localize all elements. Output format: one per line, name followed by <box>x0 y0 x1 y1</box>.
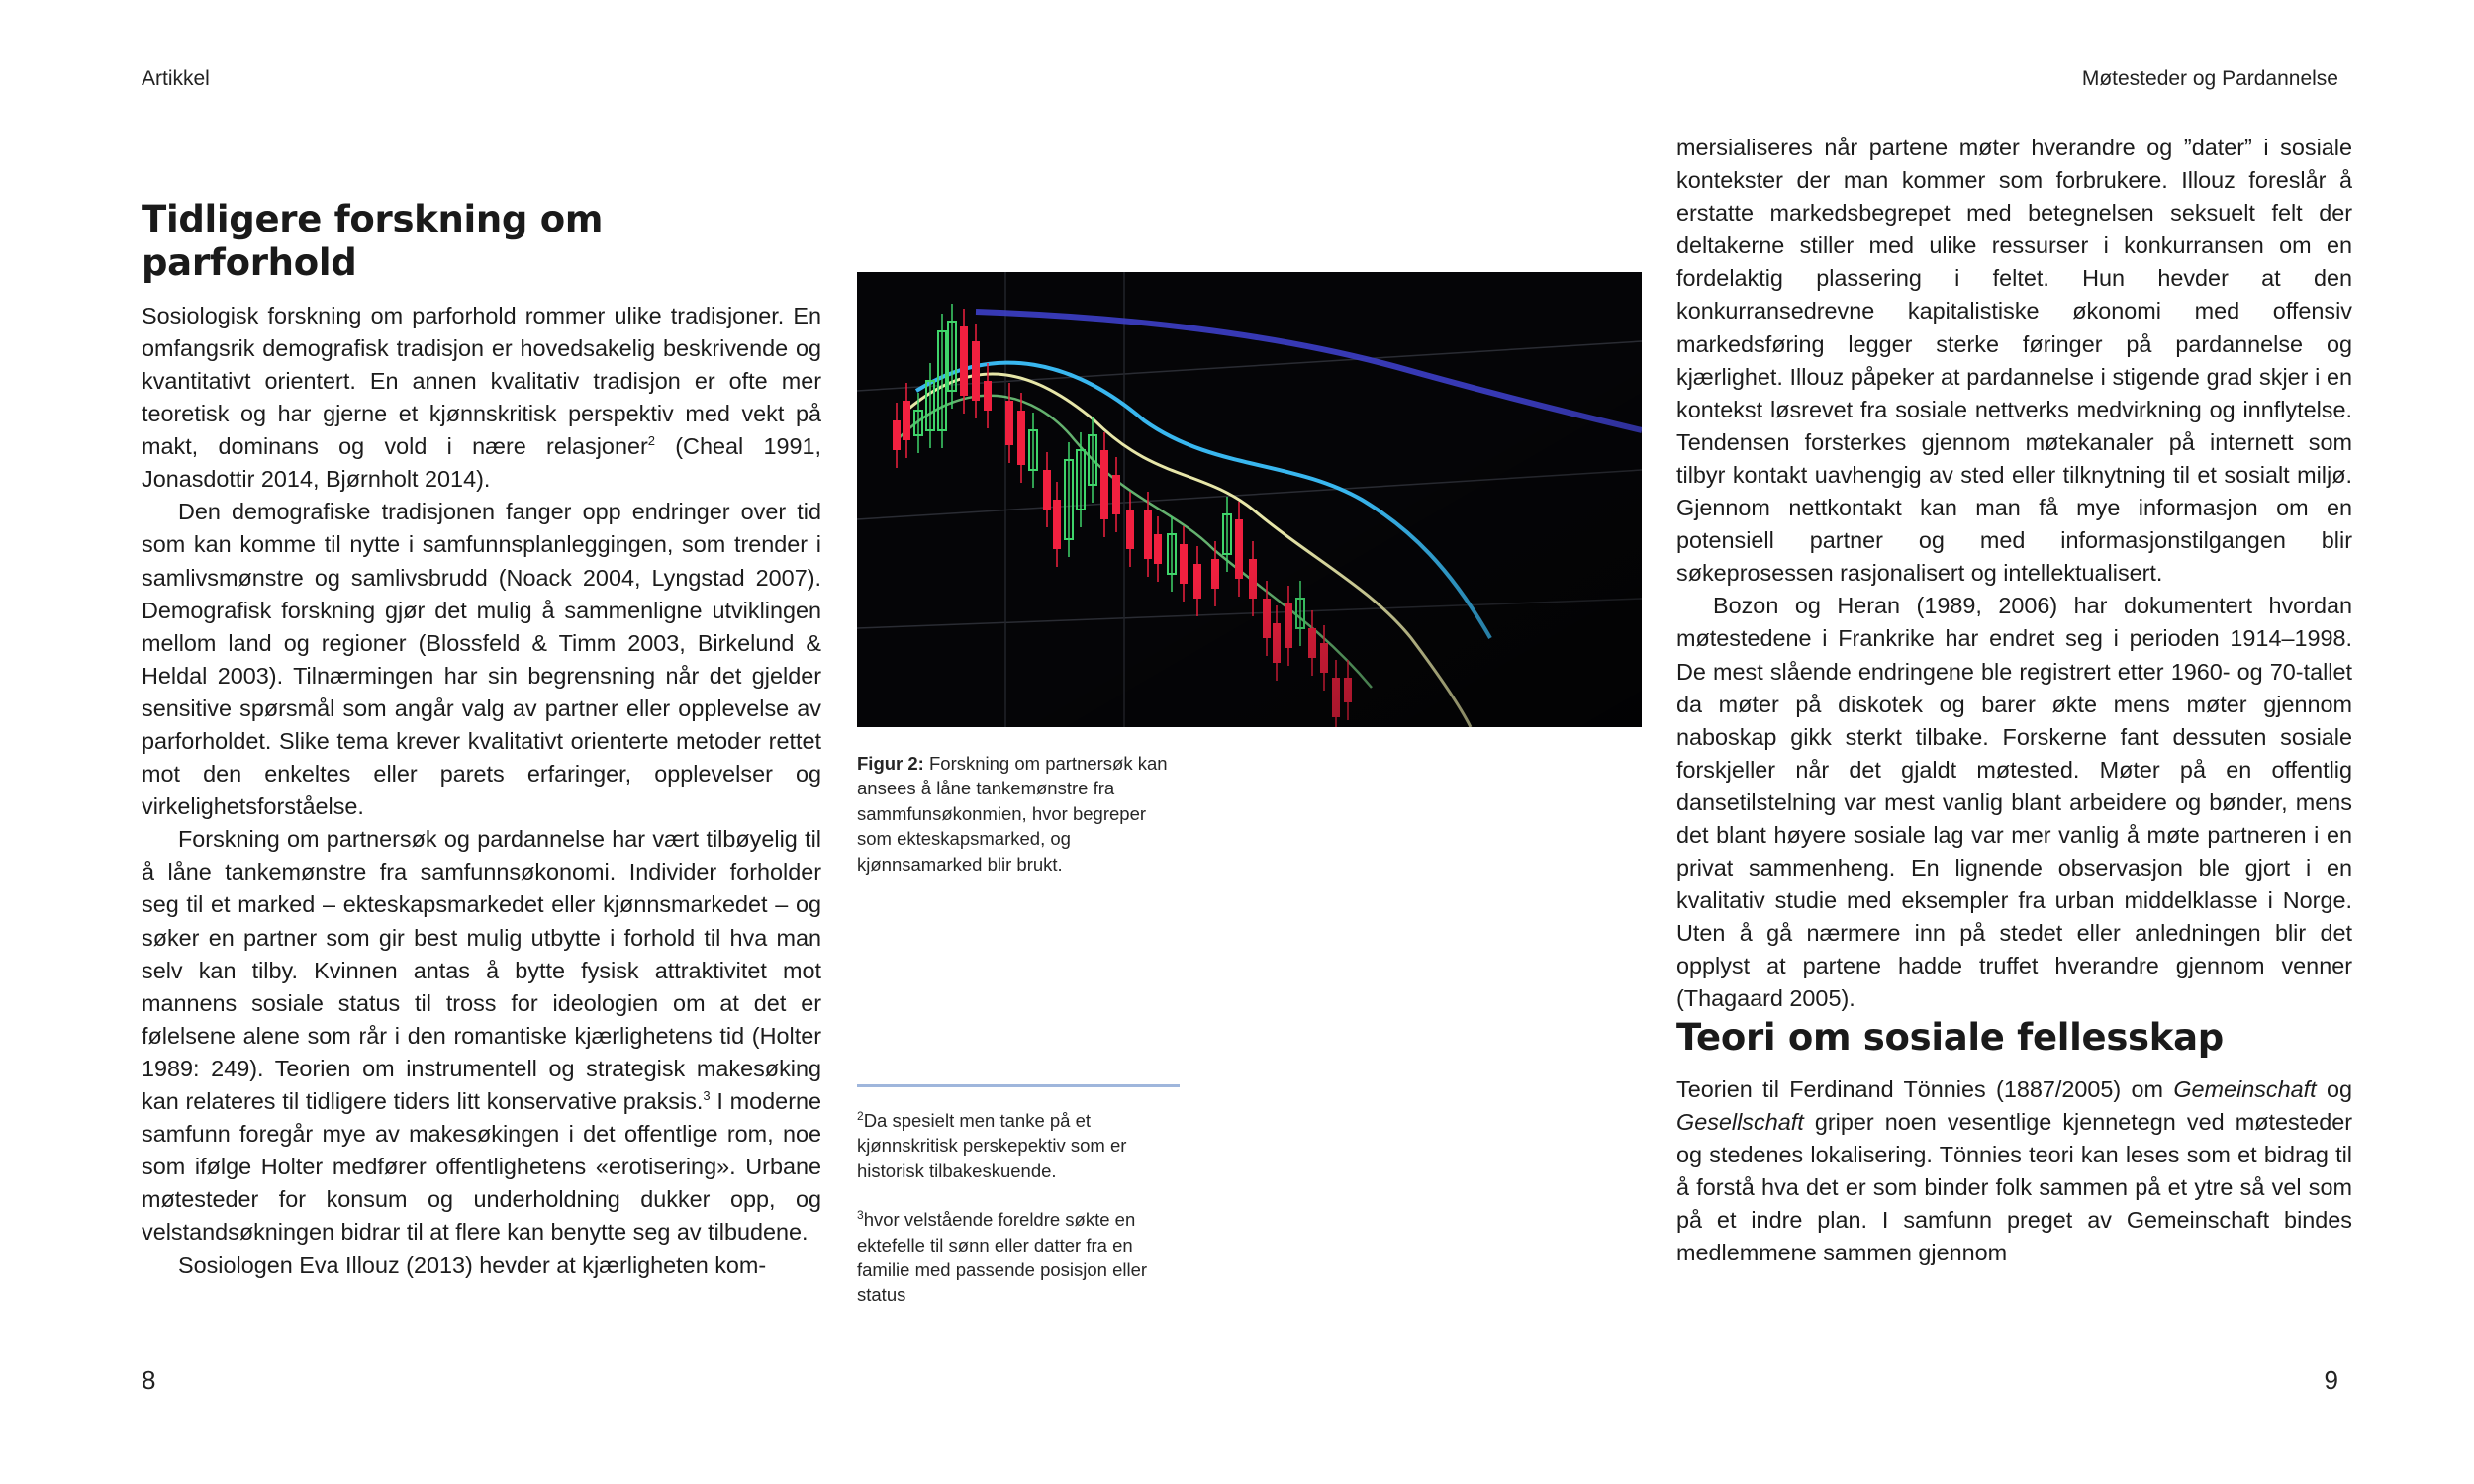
paragraph-partnersok: Forskning om partnersøk og pardannelse har vært tilbøyelig til å låne tankemønstre fra samfunnsøkonomi. Individer forholder seg til et marked – ekteskapsmarkedet eller kjønnsmarkedet – og søker en partner som gir best mulig utbytte i forhold til hva man selv kan tilby. Kvinnen antas å bytte fysisk attraktivitet mot mannens sosiale status til tross for ideologien om at det er følelsene alene som rår i den romantiske kjærlighetens tid (Holter 1989: 249). Teorien om instrumentell og strategisk makesøking kan relateres til tidligere tiders litt konservative praksis.$^3$ I moderne samfunn foregår mye av makesøkingen i det offentlige rom, noe som ifølge Holter medfører offentlighetens «erotisering». Urbane møtesteder for konsum og underholdning dukker opp, og velstandsøkningen bidrar til at flere kan benytte seg av tilbudene. <box>142 826 821 1246</box>
figure-caption <box>857 751 1184 877</box>
paragraph-illouz-cont: mersialiseres når partene møter hverandre og ”dater” i sosiale kontekster der man kommer som forbrukere. Illouz foreslår å erstatte markedsbegrepet med betegnelsen seksuelt felt der deltakerne stiller med ulike ressurser i konkurransen om en fordelaktig plassering i feltet. Hun hevder at den konkurransedrevne kapitalistiske økonomi med offensiv markedsføring legger sterke føringer på pardannelse og kjærlighet. Illouz påpeker at pardannelse i stigende grad skjer i en kontekst løsrevet fra sosiale nettverks medvirkning og innflytelse. Tendensen forsterkes gjennom møtekanaler på internett som tilbyr kontakt uavhengig av sted eller tilknytning til et sosialt miljø. Gjennom nettkontakt kan man få mye informasjon om en potensiell partner og med informasjonstilgangen blir søkeprosessen rasjonalisert og intellektualisert. <box>1676 135 2352 587</box>
paragraph-bozon-heran: Bozon og Heran (1989, 2006) har dokumentert hvordan møtestedene i Frankrike har endret seg i perioden 1914–1998. De mest slående endringene ble registrert etter 1960- og 70-tallet da møter på diskotek og barer økte mens møter gjennom naboskap gikk sterkt tilbake. Forskerne fant dessuten sosiale forskjeller når det gjaldt møtested. Møter på en offentlig dansetilstelning var mest vanlig blant arbeidere og bønder, mens det blant høyere sosiale lag var mer vanlig å møte partneren i en privat sammenheng. En lignende observasjon ble gjort i en kvalitativ studie med eksempler fra urban middelklasse i Norge. Uten å gå nærmere inn på stedet eller anledningen blir det opplyst at partene hadde truffet hverandre gjennom venner (Thagaard 2005). <box>1676 593 2352 1012</box>
running-head-left: Artikkel <box>142 67 210 90</box>
footnote-3: $^3$hvor velstående foreldre søkte en ektefelle til sønn eller datter fra en familie med passende posisjon eller status <box>857 1208 1148 1306</box>
paragraph-intro: Sosiologisk forskning om parforhold rommer ulike tradisjoner. En omfangsrik demografisk tradisjon er hovedsakelig beskrivende og kvantitativt orientert. En annen kvalitativ tradisjon er ofte mer teoretisk og har gjerne et kjønnskritisk perspektiv med vekt på makt, dominans og vold i nære relasjoner$^2$ (Cheal 1991, Jonasdottir 2014, Bjørnholt 2014). <box>142 302 821 493</box>
section-heading-tidligere: Tidligere forskning om parforhold <box>142 198 604 285</box>
footnote-ref-2[interactable]: 2 <box>647 433 655 449</box>
running-head-right: Møtesteder og Pardannelse <box>2081 67 2338 90</box>
page-number-left: 8 <box>142 1365 156 1395</box>
paragraph-illouz-start: Sosiologen Eva Illouz (2013) hevder at kjærligheten kom- <box>178 1252 767 1278</box>
footnote-ref-3[interactable]: 3 <box>703 1088 711 1104</box>
vignette <box>857 272 1642 727</box>
figure-column <box>857 272 1642 877</box>
footnote-divider <box>857 1084 1180 1087</box>
paragraph-demografisk: Den demografiske tradisjonen fanger opp endringer over tid som kan komme til nytte i samfunnsplanleggingen, som trender i samlivsmønstre og samlivsbrudd (Noack 2004, Lyngstad 2007). Demografisk forskning gjør det mulig å sammenligne utviklingen mellom land og regioner (Blossfeld & Timm 2003, Birkelund & Heldal 2003). Tilnærmingen har sin begrensning når det gjelder sensitive spørsmål som angår valg av partner eller opplevelse av parforholdet. Slike tema krever kvalitativt orienterte metoder rettet mot den enkeltes eller parets erfaringer, opplevelser og virkelighetsforståelse. <box>142 499 821 820</box>
footnotes <box>857 1108 1184 1332</box>
figure-caption-text: Forskning om partnersøk kan ansees å låne tankemønstre fra sammfunsøkonmien, hvor begreper som ekteskapsmarked, og kjønnsamarked blir brukt. <box>857 753 1168 875</box>
figure-caption-label: Figur 2: <box>857 753 924 774</box>
paragraph-tonnies: Teorien til Ferdinand Tönnies (1887/2005) om Gemeinschaft og Gesellschaft griper noen vesentlige kjennetegn ved møtesteder og stedenes lokalisering. Tönnies teori kan leses som et bidrag til å forstå hva det er som binder folk sammen på et ytre så vel som på et indre plan. I samfunn preget av Gemeinschaft bindes medlemmene sammen gjennom <box>1676 1075 2352 1266</box>
stock-chart-photo <box>857 272 1642 727</box>
candlestick-chart-image <box>857 272 1642 727</box>
right-column <box>1676 132 2352 1269</box>
left-column <box>142 198 821 1282</box>
footnote-2: $^2$Da spesielt men tanke på et kjønnskritisk perskepektiv som er historisk tilbakeskuende. <box>857 1108 1127 1181</box>
page-number-right: 9 <box>2324 1365 2338 1395</box>
section-heading-teori: Teori om sosiale fellesskap <box>1676 1015 2224 1059</box>
